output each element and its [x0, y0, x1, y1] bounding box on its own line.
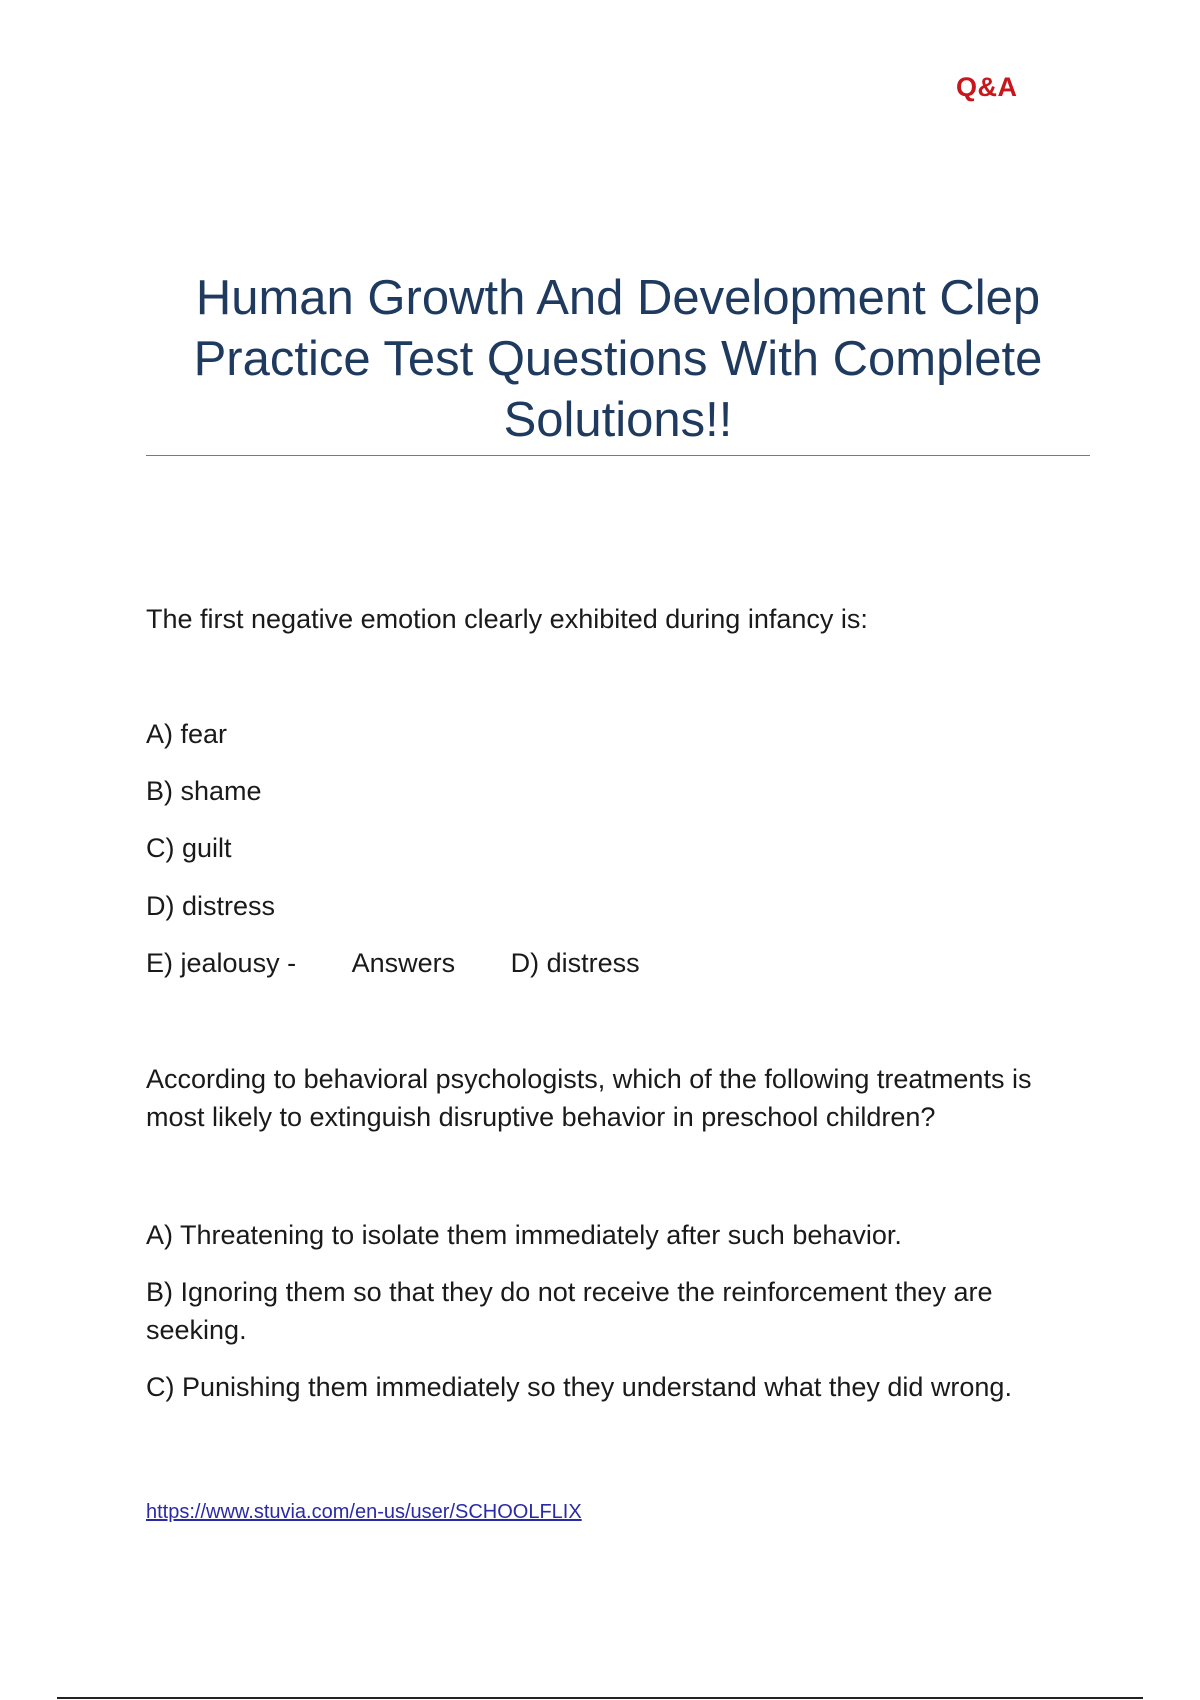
title-divider — [146, 455, 1090, 456]
question-2-option-a: A) Threatening to isolate them immediately after such behavior. — [146, 1220, 902, 1250]
question-1-option-a: A) fear — [146, 719, 228, 749]
question-2-option-b: B) Ignoring them so that they do not receive the reinforcement they are seeking. — [146, 1277, 993, 1345]
document-title: Human Growth And Development Clep Practice Test Questions With Complete Solutions!! — [193, 271, 1043, 447]
question-1-option-d: D) distress — [146, 891, 276, 921]
question-1-answer-line — [146, 944, 640, 982]
answer-value: D) distress — [510, 948, 640, 978]
source-link[interactable]: https://www.stuvia.com/en-us/user/SCHOOLFLIX — [146, 1501, 582, 1523]
answer-label: Answers — [351, 948, 456, 978]
footer-divider — [57, 1697, 1143, 1699]
question-1-option-b: B) shame — [146, 776, 262, 806]
qa-tag: Q&A — [956, 72, 1018, 102]
question-2-option-c: C) Punishing them immediately so they understand what they did wrong. — [146, 1372, 1012, 1402]
question-1-option-e: E) jealousy - — [146, 948, 297, 978]
question-2-text: According to behavioral psychologists, which of the following treatments is most likely to extinguish disruptive behavior in preschool children? — [146, 1064, 1032, 1132]
question-1-option-c: C) guilt — [146, 833, 232, 863]
question-1-text: The first negative emotion clearly exhibited during infancy is: — [146, 604, 868, 634]
